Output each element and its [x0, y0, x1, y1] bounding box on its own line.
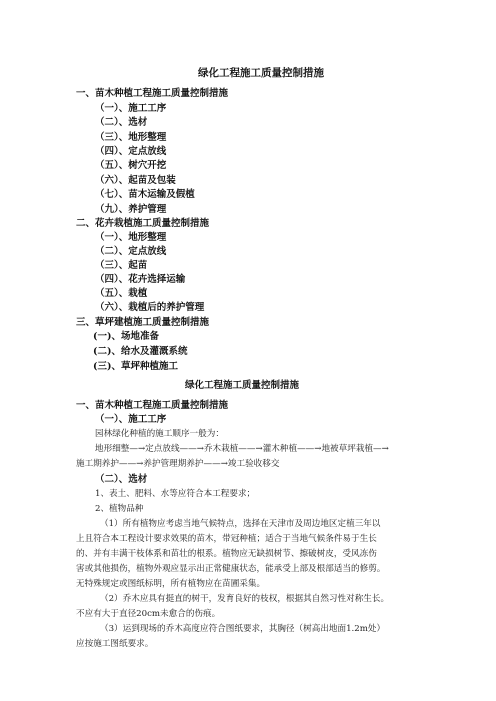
paragraph-line: 无特殊规定或图纸标明，所有植物应在苗圃采集。	[76, 579, 266, 589]
paragraph: 2、植物品种	[95, 504, 144, 514]
paragraph-line: 害或其他损伤，植物外观应显示出正常健康状态，能承受上部及根部适当的修剪。	[76, 564, 386, 574]
subsection-heading: （一）、施工工序	[95, 414, 167, 425]
outline-item: （七）、苗木运输及假植	[95, 189, 195, 200]
paragraph-line: 不应有大于直径20cm未愈合的伤痕。	[76, 609, 221, 619]
section-heading: 一、苗木种植工程施工质量控制措施	[76, 400, 229, 411]
outline-section-heading: 二、花卉栽植施工质量控制措施	[76, 218, 210, 229]
paragraph-line: （1）所有植物应考虑当地气候特点，选择在天津市及周边地区定植三年以	[100, 519, 381, 529]
paragraph-line: （3）运到现场的乔木高度应符合图纸要求，其胸径（树高出地面1.2m处）	[100, 624, 386, 634]
outline-item: （六）、栽植后的养护管理	[95, 302, 205, 313]
outline-item: (二)、给水及灌溉系统	[93, 346, 188, 357]
paragraph-line: （2）乔木应具有挺直的树干，发育良好的枝权，根据其自然习性对称生长。	[100, 594, 390, 604]
outline-item: （五）、栽植	[95, 288, 148, 299]
paragraph-line: 的、并有丰满干枝体系和苗壮的根系。植物应无缺损树节、擦破树皮，受风冻伤	[76, 549, 377, 559]
outline-item: （九）、养护管理	[95, 204, 167, 215]
outline-item: （六）、起苗及包装	[95, 175, 176, 186]
outline-item: (三)、草坪种植施工	[93, 361, 178, 372]
content-title: 绿化工程施工质量控制措施	[185, 380, 300, 391]
subsection-heading: （二）、选材	[95, 474, 148, 485]
paragraph: 园林绿化种植的施工顺序一般为：	[95, 429, 224, 439]
outline-item: （五）、树穴开挖	[95, 160, 167, 171]
outline-item: （四）、花卉选择运输	[95, 274, 186, 285]
outline-item: （二）、定点放线	[95, 246, 167, 257]
outline-item: （四）、定点放线	[95, 146, 167, 157]
outline-item: (一)、场地准备	[93, 331, 159, 342]
outline-section-heading: 三、草坪建植施工质量控制措施	[76, 317, 210, 328]
paragraph-line: 应按施工图纸要求。	[76, 639, 154, 649]
outline-title: 绿化工程施工质量控制措施	[198, 67, 324, 79]
paragraph-line: 上且符合本工程设计要求效果的苗木，带冠种植；适合于当地气候条件易于生长	[76, 534, 377, 544]
paragraph: 1、表土、肥料、水等应符合本工程要求；	[95, 489, 256, 499]
paragraph-line: 地形细整—→定点放线——→乔木栽植——→灌木种植——→地被草坪栽植—→	[95, 444, 389, 454]
outline-item: （一）、地形整理	[95, 232, 167, 243]
paragraph-line: 施工期养护——→养护管理期养护——→竣工验收移交	[76, 459, 280, 469]
outline-item: （二）、选材	[95, 117, 148, 128]
outline-section-heading: 一、苗木种植工程施工质量控制措施	[76, 88, 229, 99]
outline-item: （三）、起苗	[95, 260, 148, 271]
outline-item: （一）、施工工序	[95, 103, 167, 114]
outline-item: （三）、地形整理	[95, 132, 167, 143]
